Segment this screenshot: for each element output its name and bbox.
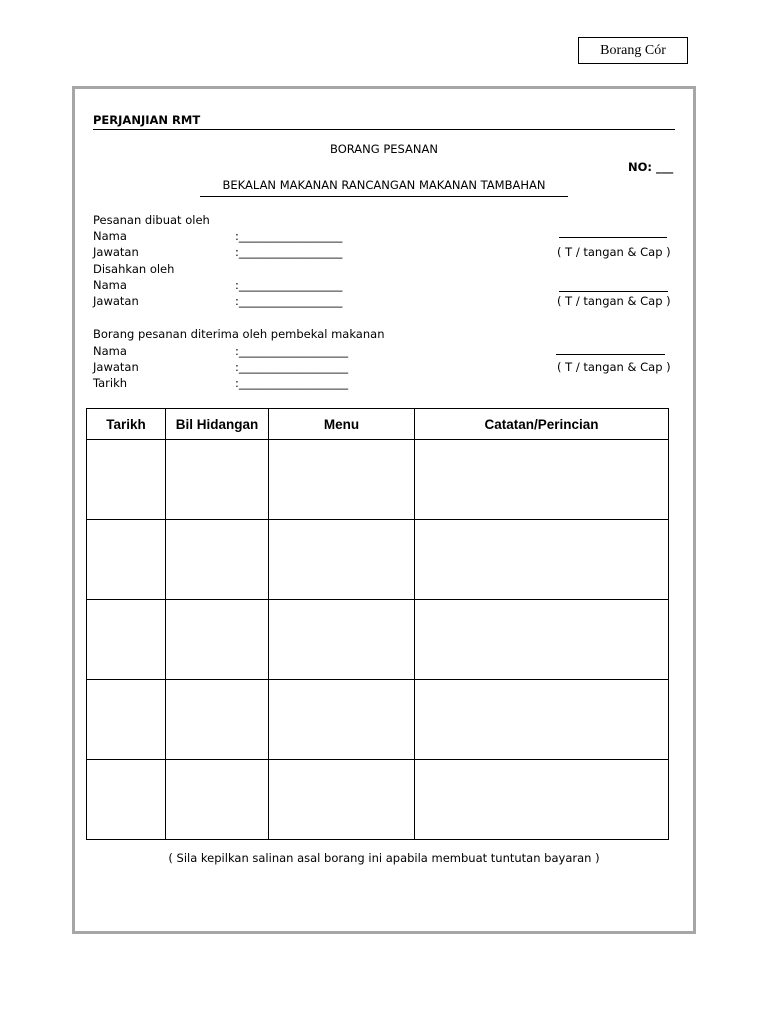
table-cell-date[interactable] — [87, 520, 166, 600]
field-blank[interactable]: :___________________ — [235, 344, 349, 358]
form-subtitle: BEKALAN MAKANAN RANCANGAN MAKANAN TAMBAHAN — [222, 178, 546, 192]
table-cell-notes[interactable] — [415, 520, 669, 600]
form-code-box: Borang Cór — [578, 37, 688, 64]
table-cell-menu[interactable] — [269, 520, 415, 600]
section-heading-approved-by: Disahkan oleh — [93, 262, 175, 276]
table-cell-servings[interactable] — [166, 520, 269, 600]
table-cell-date[interactable] — [87, 600, 166, 680]
field-blank[interactable]: :__________________ — [235, 278, 343, 292]
table-row — [87, 600, 669, 680]
agreement-title: PERJANJIAN RMT — [93, 113, 201, 127]
table-cell-servings[interactable] — [166, 600, 269, 680]
field-blank[interactable]: :__________________ — [235, 245, 343, 259]
column-header-notes: Catatan/Perincian — [415, 409, 669, 440]
field-label: Jawatan — [93, 294, 139, 308]
field-blank[interactable]: :__________________ — [235, 294, 343, 308]
table-cell-menu[interactable] — [269, 760, 415, 840]
table-cell-servings[interactable] — [166, 680, 269, 760]
table-cell-notes[interactable] — [415, 440, 669, 520]
signature-line[interactable] — [556, 354, 665, 355]
subtitle-underline — [200, 196, 568, 197]
header-divider — [93, 129, 675, 130]
field-label: Nama — [93, 344, 127, 358]
signature-caption: ( T / tangan & Cap ) — [557, 294, 671, 308]
field-label: Jawatan — [93, 245, 139, 259]
field-blank[interactable]: :___________________ — [235, 376, 349, 390]
field-label: Jawatan — [93, 360, 139, 374]
column-header-servings: Bil Hidangan — [166, 409, 269, 440]
table-cell-date[interactable] — [87, 440, 166, 520]
signature-line[interactable] — [559, 291, 668, 292]
table-cell-notes[interactable] — [415, 600, 669, 680]
table-cell-notes[interactable] — [415, 760, 669, 840]
order-table — [86, 408, 669, 840]
form-number: NO: ___ — [628, 160, 674, 174]
field-label: Tarikh — [93, 376, 128, 390]
field-label: Nama — [93, 229, 127, 243]
column-header-menu: Menu — [269, 409, 415, 440]
table-row — [87, 520, 669, 600]
table-cell-date[interactable] — [87, 760, 166, 840]
section-heading-ordered-by: Pesanan dibuat oleh — [93, 213, 210, 227]
section-heading-received-by: Borang pesanan diterima oleh pembekal makanan — [93, 327, 385, 341]
field-label: Nama — [93, 278, 127, 292]
column-header-date: Tarikh — [87, 409, 166, 440]
table-cell-menu[interactable] — [269, 680, 415, 760]
table-cell-servings[interactable] — [166, 440, 269, 520]
table-cell-notes[interactable] — [415, 680, 669, 760]
table-cell-menu[interactable] — [269, 440, 415, 520]
signature-caption: ( T / tangan & Cap ) — [557, 245, 671, 259]
signature-line[interactable] — [559, 237, 667, 238]
signature-caption: ( T / tangan & Cap ) — [557, 360, 671, 374]
field-blank[interactable]: :___________________ — [235, 360, 349, 374]
table-cell-menu[interactable] — [269, 600, 415, 680]
table-cell-date[interactable] — [87, 680, 166, 760]
table-row — [87, 760, 669, 840]
form-title: BORANG PESANAN — [330, 142, 438, 156]
footer-note: ( Sila kepilkan salinan asal borang ini apabila membuat tuntutan bayaran ) — [168, 851, 600, 865]
table-cell-servings[interactable] — [166, 760, 269, 840]
table-row — [87, 440, 669, 520]
table-row — [87, 680, 669, 760]
table-header-row — [87, 409, 669, 440]
field-blank[interactable]: :__________________ — [235, 229, 343, 243]
